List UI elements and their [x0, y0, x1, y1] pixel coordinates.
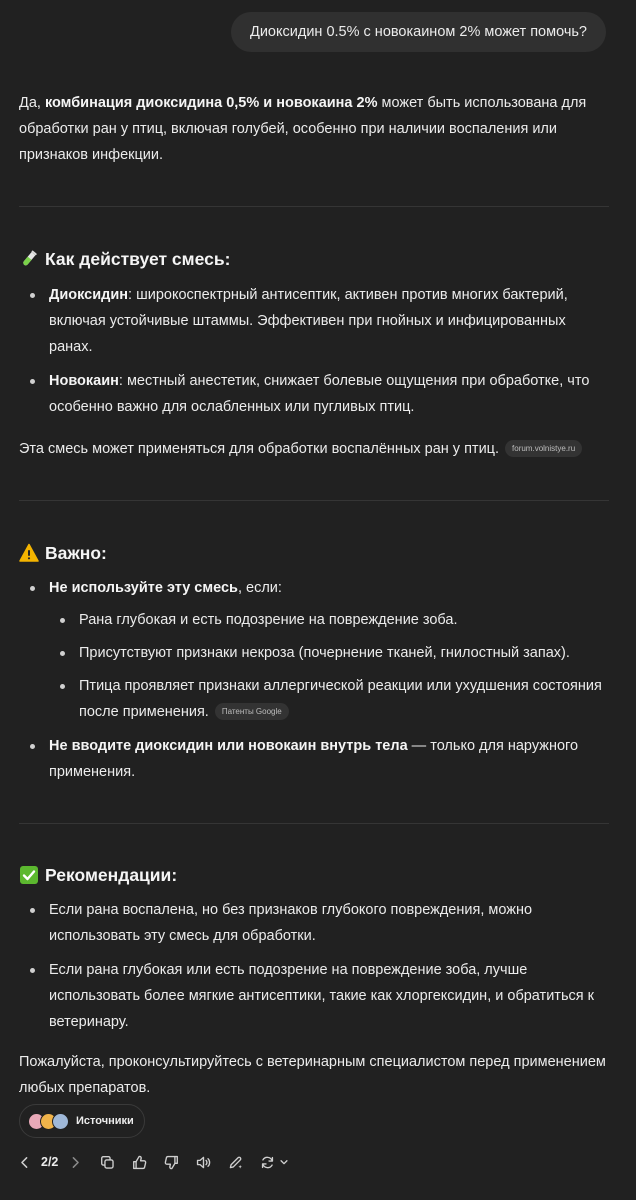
- important-sublist: [49, 607, 609, 725]
- section-heading-mixture: [19, 247, 609, 271]
- chevron-right-icon: [67, 1154, 84, 1171]
- thumbs-down-icon: [163, 1154, 180, 1171]
- section-heading-text: Как действует смесь:: [45, 249, 231, 269]
- list-item: [19, 733, 609, 785]
- list-item-text: Если рана воспалена, но без признаков глубокого повреждения, можно использовать эту смесь для обработки.: [49, 902, 533, 944]
- sublist-item-text: Рана глубокая и есть подозрение на повреждение зоба.: [79, 612, 458, 628]
- response-pager: 2/2: [41, 1155, 59, 1169]
- sublist-item: [49, 640, 609, 666]
- speaker-icon: [195, 1154, 212, 1171]
- mixture-note: [19, 436, 609, 462]
- sources-button[interactable]: [19, 1104, 145, 1138]
- refresh-icon: [259, 1154, 276, 1171]
- mixture-list: [19, 282, 609, 420]
- sources-label: Источники: [76, 1115, 134, 1127]
- like-button[interactable]: [129, 1152, 149, 1172]
- list-item: [19, 957, 609, 1035]
- section-heading-text: Важно:: [45, 543, 107, 563]
- next-response-button[interactable]: [65, 1152, 85, 1172]
- pencil-icon: [227, 1154, 244, 1171]
- regenerate-button[interactable]: [257, 1152, 277, 1172]
- list-item: [19, 575, 609, 725]
- intro-paragraph: [19, 90, 609, 168]
- list-item-text: : местный анестетик, снижает болевые ощущения при обработке, что особенно важно для ослабленных или пугливых птиц.: [49, 373, 590, 415]
- sublist-item-text: Присутствуют признаки некроза (почернение тканей, гнилостный запах).: [79, 645, 570, 661]
- list-item-bold: Диоксидин: [49, 287, 129, 303]
- warning-icon: [19, 543, 39, 563]
- list-item-text: Если рана глубокая или есть подозрение на повреждение зоба, лучше использовать более мягкие антисептики, такие как хлоргексидин, и обратиться к ветеринару.: [49, 962, 594, 1030]
- section-divider: [19, 823, 609, 824]
- message-toolbar: [14, 1150, 290, 1174]
- list-item-bold: Не используйте эту смесь: [49, 580, 238, 596]
- read-aloud-button[interactable]: [193, 1152, 213, 1172]
- user-message-bubble: Диоксидин 0.5% с новокаином 2% может помочь?: [231, 12, 606, 52]
- list-item: [19, 368, 609, 420]
- sublist-item: [49, 607, 609, 633]
- sublist-item: [49, 673, 609, 725]
- check-mark-icon: [19, 865, 39, 885]
- chevron-down-icon: [279, 1157, 289, 1167]
- list-item-text: , если:: [237, 580, 282, 596]
- citation-chip[interactable]: forum.volnistye.ru: [505, 440, 582, 457]
- intro-text-end: может быть использована для обработки ран у птиц, включая голубей, особенно при наличии воспаления или признаков инфекции.: [19, 95, 587, 163]
- section-divider: [19, 500, 609, 501]
- list-item: [19, 897, 609, 949]
- note-text: Эта смесь может применяться для обработки воспалённых ран у птиц.: [19, 441, 500, 457]
- list-item-bold: Не вводите диоксидин или новокаин внутрь тела: [49, 738, 408, 754]
- model-switch-dropdown[interactable]: [278, 1152, 290, 1172]
- assistant-answer: [19, 90, 609, 1101]
- section-heading-text: Рекомендации:: [45, 865, 178, 885]
- thumbs-up-icon: [131, 1154, 148, 1171]
- previous-response-button[interactable]: [14, 1152, 34, 1172]
- list-item-text: : широкоспектрный антисептик, активен против многих бактерий, включая устойчивые штаммы. Эффективен при гнойных и инфицированных ранах.: [49, 287, 568, 355]
- chevron-left-icon: [16, 1154, 33, 1171]
- section-divider: [19, 206, 609, 207]
- citation-chip[interactable]: Патенты Google: [215, 703, 289, 720]
- test-tube-icon: [19, 249, 39, 269]
- section-heading-important: [19, 541, 609, 565]
- copy-icon: [99, 1154, 116, 1171]
- dislike-button[interactable]: [161, 1152, 181, 1172]
- intro-bold: комбинация диоксидина 0,5% и новокаина 2%: [44, 95, 378, 111]
- list-item: [19, 282, 609, 360]
- list-item-text: — только для наружного применения.: [49, 738, 579, 780]
- copy-button[interactable]: [97, 1152, 117, 1172]
- recommendations-list: [19, 897, 609, 1035]
- list-item-bold: Новокаин: [49, 373, 119, 389]
- closing-paragraph: Пожалуйста, проконсультируйтесь с ветеринарным специалистом перед применением любых препаратов.: [19, 1054, 606, 1096]
- source-favicon-icon: [52, 1113, 69, 1130]
- intro-text-start: Да,: [19, 95, 45, 111]
- sublist-item-text: Птица проявляет признаки аллергической реакции или ухудшения состояния после применения.: [79, 678, 602, 720]
- section-heading-recommendations: [19, 863, 609, 887]
- edit-in-canvas-button[interactable]: [225, 1152, 245, 1172]
- important-list: [19, 575, 609, 785]
